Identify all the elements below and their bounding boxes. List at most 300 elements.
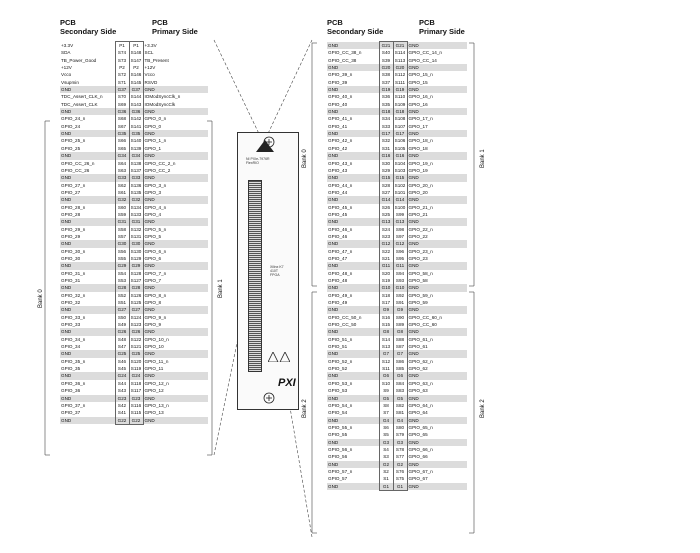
secondary-signal: GPIO_53_n [328,380,353,386]
primary-pin: G31 [129,218,143,225]
pin-row [60,350,208,357]
secondary-signal: GND [60,262,115,269]
primary-signal: GPIO_22 [408,233,428,239]
secondary-pin: G13 [379,218,393,225]
secondary-signal: GPIO_54_n [328,402,353,408]
pin-row [60,409,208,416]
primary-signal: GPIO_4_n [144,204,167,210]
pin-row [327,468,467,475]
screw-icon [263,392,275,404]
primary-signal: GND [407,306,467,313]
right-bank2b-label: Bank 2 [480,399,486,418]
pin-row [60,277,208,284]
primary-pin: S83 [393,387,407,394]
primary-signal: GND [407,350,467,357]
pin-row [327,93,467,100]
primary-pin: S146 [130,72,142,78]
secondary-pin: S14 [379,336,393,343]
secondary-signal: GND [60,328,115,335]
secondary-pin: G36 [115,108,129,115]
primary-signal: GND [407,130,467,137]
secondary-pin: G15 [379,174,393,181]
pin-row [60,57,208,64]
primary-signal: GND [407,64,467,71]
secondary-signal: GPIO_51_n [328,336,353,342]
primary-signal: GPIO_67 [408,476,428,482]
secondary-pin: S8 [379,402,393,409]
right-bank1-label: Bank 1 [480,149,486,168]
secondary-signal: GPIO_35 [61,366,81,372]
secondary-pin: S21 [379,255,393,262]
pin-row [60,93,208,100]
pin-row [60,108,208,115]
pin-row [60,417,208,425]
pin-row [60,299,208,306]
secondary-signal: GPIO_27_n [61,182,86,188]
primary-signal: GPIO_22_n [408,226,433,232]
primary-pin: G10 [393,284,407,291]
primary-signal: GPIO_13_n [144,402,169,408]
pin-row [327,284,467,291]
pin-row [327,306,467,313]
primary-pin: S141 [130,123,142,129]
pin-row [60,167,208,174]
secondary-signal: GPIO_39 [328,79,348,85]
pin-row [327,475,467,482]
primary-signal: GPIO_3_n [144,182,167,188]
secondary-signal: GND [327,284,379,291]
pin-row [327,372,467,379]
primary-pin: S98 [393,226,407,233]
pin-row [327,409,467,416]
primary-pin: G2 [393,461,407,468]
pin-row [327,137,467,144]
secondary-pin: S26 [379,204,393,211]
primary-signal: Vccо [144,72,155,78]
primary-pin: S106 [394,138,406,144]
pin-row [327,439,467,446]
secondary-pin: G16 [379,152,393,159]
pin-row [327,402,467,409]
secondary-pin: S54 [115,270,129,277]
secondary-signal: GND [327,196,379,203]
pin-row [327,299,467,306]
secondary-pin: S55 [115,255,129,262]
primary-pin: G5 [393,395,407,402]
primary-signal: GPIO_61_n [408,336,433,342]
left-bank1-label: Bank 1 [218,279,224,298]
left-header-primary: PCB Primary Side [152,18,198,36]
primary-signal: GND [143,328,208,335]
primary-pin: S96 [393,248,407,255]
primary-pin: P1 [129,42,143,50]
primary-pin: S101 [394,189,406,195]
primary-signal: GPIO_16 [408,101,428,107]
primary-signal: GPIO_23_n [408,248,433,254]
primary-signal: GND [407,417,467,424]
screw-top-icon [263,136,275,148]
secondary-signal: GPIO_43_n [328,160,353,166]
primary-pin: G12 [393,240,407,247]
secondary-pin: S2 [379,468,393,475]
secondary-pin: S71 [115,79,129,86]
pin-row [60,365,208,372]
primary-signal: GND [143,108,208,115]
primary-pin: G6 [393,372,407,379]
pin-row [60,182,208,189]
primary-pin: S78 [393,446,407,453]
primary-signal: GND [407,328,467,335]
primary-signal: GPIO_18 [408,145,428,151]
secondary-signal: GPIO_25 [61,145,81,151]
secondary-signal: GPIO_36 [61,388,81,394]
primary-pin: G24 [129,372,143,379]
primary-signal: GND [407,461,467,468]
primary-pin: S142 [130,116,142,122]
primary-signal: GND [143,395,208,402]
primary-signal: SCL [144,50,154,56]
primary-pin: S140 [130,138,142,144]
secondary-pin: S28 [379,182,393,189]
secondary-pin: S32 [379,137,393,144]
primary-signal: GPIO_CC_14 [408,57,437,63]
secondary-signal: GND [327,461,379,468]
pin-row [327,218,467,225]
primary-signal: GPIO_67_n [408,468,433,474]
primary-pin: S81 [393,409,407,416]
secondary-signal: GPIO_32_n [61,292,86,298]
primary-signal: GPIO_3 [144,189,162,195]
secondary-signal: GPIO_56_n [328,446,353,452]
right-pinout-table [327,41,467,491]
primary-signal: GPIO_7 [144,278,162,283]
secondary-pin: S69 [115,101,129,108]
pin-row [60,218,208,225]
primary-pin: S116 [130,402,142,408]
primary-pin: G23 [129,395,143,402]
primary-pin: S129 [130,255,142,261]
primary-pin: S121 [130,344,142,350]
secondary-signal: GND [60,417,115,425]
primary-signal: GPIO_6 [144,255,162,261]
secondary-signal: GND [60,350,115,357]
secondary-pin: S10 [379,380,393,387]
secondary-signal: GND [60,130,115,137]
secondary-pin: G30 [115,240,129,247]
secondary-pin: S64 [115,160,129,167]
primary-pin: S108 [394,116,406,122]
pin-row [327,446,467,453]
primary-pin: G29 [129,262,143,269]
primary-signal: GND [143,372,208,379]
primary-pin: P2 [129,64,143,71]
secondary-signal: GND [327,328,379,335]
primary-signal: GND [407,439,467,446]
primary-signal: GPIO_13 [144,410,164,416]
secondary-pin: S4 [379,446,393,453]
pin-row [60,115,208,122]
primary-pin: S120 [130,358,142,364]
secondary-pin: S9 [379,387,393,394]
primary-signal: GPIO_15_n [408,72,433,78]
secondary-pin: S73 [115,57,129,64]
primary-pin: G25 [129,350,143,357]
pin-row [60,395,208,402]
secondary-pin: G37 [115,86,129,93]
secondary-signal: GPIO_57 [328,476,348,482]
pin-row [327,240,467,247]
secondary-pin: G11 [379,262,393,269]
pin-row [60,123,208,130]
primary-pin: G34 [129,152,143,159]
secondary-signal: Vccо [61,72,72,78]
primary-signal: GPIO_62_n [408,358,433,364]
secondary-pin: G5 [379,395,393,402]
secondary-signal: GND [327,439,379,446]
secondary-signal: GND [327,262,379,269]
secondary-pin: S66 [115,137,129,144]
module-connector [248,180,262,372]
primary-pin: G28 [129,284,143,291]
secondary-pin: S74 [115,49,129,56]
pin-row [327,248,467,255]
primary-pin: S123 [130,322,142,328]
pin-row [327,130,467,137]
secondary-signal: GND [327,64,379,71]
primary-pin: S143 [130,101,142,107]
secondary-signal: GPIO_34 [61,344,81,350]
secondary-signal: GND [327,350,379,357]
secondary-pin: G23 [115,395,129,402]
pin-row [60,336,208,343]
pin-row [327,314,467,321]
secondary-pin: S70 [115,93,129,100]
primary-pin: S104 [394,160,406,166]
pin-row [327,424,467,431]
secondary-signal: GPIO_37 [61,410,81,416]
primary-signal: GPIO_23 [408,255,428,261]
secondary-signal: GND [327,240,379,247]
primary-pin: S131 [130,233,142,239]
secondary-pin: P2 [115,64,129,71]
primary-signal: GND [407,174,467,181]
pin-row [327,292,467,299]
secondary-signal: GND [327,306,379,313]
secondary-signal: GPIO_42 [328,145,348,151]
pin-row [327,167,467,174]
pin-row [327,262,467,269]
pin-row [327,86,467,93]
secondary-signal: GND [327,130,379,137]
secondary-signal: GPIO_55 [328,432,348,438]
secondary-signal: GPIO_34_n [61,336,86,342]
primary-pin: G27 [129,306,143,313]
secondary-pin: G4 [379,417,393,424]
secondary-pin: S1 [379,475,393,482]
secondary-pin: G33 [115,174,129,181]
secondary-signal: GND [60,306,115,313]
primary-pin: G4 [393,417,407,424]
secondary-pin: S15 [379,321,393,328]
pin-row [327,461,467,468]
primary-signal: GPIO_12 [144,388,164,394]
pin-row [60,328,208,335]
pin-row [60,79,208,86]
secondary-signal: GPIO_40_n [328,94,353,100]
secondary-signal: GPIO_33 [61,322,81,328]
secondary-signal: GPIO_CC_26_n [61,160,95,166]
secondary-signal: GPIO_35_n [61,358,86,364]
secondary-pin: S40 [379,49,393,56]
primary-signal: GND [143,86,208,93]
primary-signal: GPIO_11_n [144,358,169,364]
pin-row [60,226,208,233]
primary-signal: GPIO_62 [408,366,428,372]
pin-row [327,358,467,365]
secondary-signal: GND [327,483,379,491]
primary-signal: GPIO_1 [144,145,162,151]
pin-row [60,174,208,181]
secondary-signal: GPIO_42_n [328,138,353,144]
primary-pin: S132 [130,226,142,232]
pin-row [60,270,208,277]
secondary-pin: S36 [379,93,393,100]
pin-row [60,255,208,262]
secondary-signal: GND [327,86,379,93]
primary-signal: GPIO_CC_60_n [408,314,442,320]
secondary-signal: GND [60,196,115,203]
primary-pin: S130 [130,248,142,254]
primary-pin: S112 [394,72,406,78]
primary-pin: G22 [129,417,143,425]
primary-signal: GPIO_4 [144,211,162,217]
primary-signal: GND [407,395,467,402]
secondary-signal: GPIO_44 [328,189,348,195]
pin-row [60,248,208,255]
pin-row [60,152,208,159]
primary-pin: G3 [393,439,407,446]
primary-signal: GND [143,174,208,181]
primary-pin: S111 [394,79,406,85]
secondary-signal: GPIO_28 [61,211,81,217]
primary-pin: G36 [129,108,143,115]
secondary-pin: S56 [115,248,129,255]
primary-pin: S133 [130,211,142,217]
secondary-pin: S61 [115,189,129,196]
secondary-signal: GND [327,218,379,225]
secondary-pin: S51 [115,299,129,306]
pin-row [60,372,208,379]
primary-pin: S114 [394,50,406,56]
primary-pin: G18 [393,108,407,115]
pin-row [60,240,208,247]
pin-row [327,123,467,130]
secondary-pin: S25 [379,211,393,218]
primary-pin: S93 [393,277,407,284]
primary-pin: S88 [393,336,407,343]
pin-row [327,350,467,357]
pin-row [60,71,208,78]
secondary-pin: G22 [115,417,129,425]
pin-row [327,182,467,189]
secondary-signal: GPIO_53 [328,388,348,394]
primary-signal: GND [407,218,467,225]
primary-signal: GPIO_6_n [144,248,167,254]
secondary-pin: S65 [115,145,129,152]
pin-row [60,211,208,218]
pin-row [327,79,467,86]
primary-pin: S105 [394,145,406,151]
secondary-pin: S20 [379,270,393,277]
primary-pin: S91 [393,299,407,306]
secondary-signal: GND [327,417,379,424]
primary-signal: RSVD [144,79,158,85]
secondary-pin: G8 [379,328,393,335]
primary-signal: GND [143,262,208,269]
secondary-pin: S27 [379,189,393,196]
right-header-secondary: PCB Secondary Side [327,18,384,36]
pin-row [327,57,467,64]
secondary-signal: GND [60,152,115,159]
primary-signal: GPIO_0_n [144,116,167,122]
pin-row [327,453,467,460]
pin-row [327,395,467,402]
primary-pin: G13 [393,218,407,225]
secondary-signal: SDA [61,50,71,56]
primary-pin: S148 [130,50,142,56]
secondary-signal: GPIO_55_n [328,424,353,430]
secondary-signal: GND [327,42,379,50]
primary-pin: S119 [130,366,142,372]
primary-signal: GPIO_CC_2 [144,167,171,173]
secondary-signal: GPIO_52 [328,366,348,372]
flexrio-module [237,132,299,410]
primary-signal: GPIO_20 [408,189,428,195]
primary-signal: GPIO_19 [408,167,428,173]
left-pinout-table [60,41,208,425]
primary-pin: S80 [393,424,407,431]
secondary-pin: S34 [379,115,393,122]
secondary-pin: S17 [379,299,393,306]
secondary-signal: GPIO_49_n [328,292,353,298]
pin-row [60,306,208,313]
secondary-pin: S5 [379,431,393,438]
secondary-signal: TB_Power_Good [61,57,97,63]
secondary-pin: G7 [379,350,393,357]
secondary-signal: GND [327,372,379,379]
secondary-signal: GPIO_48_n [328,270,353,276]
primary-pin: S82 [393,402,407,409]
primary-pin: S95 [393,255,407,262]
primary-signal: GPIO_CC_2_n [144,160,176,166]
primary-pin: S135 [130,189,142,195]
pin-row [327,42,467,50]
secondary-signal: GPIO_CC_50_n [328,314,362,320]
primary-signal: GPIO_65 [408,432,428,438]
pin-row [327,365,467,372]
secondary-pin: S35 [379,101,393,108]
secondary-pin: S22 [379,248,393,255]
primary-signal: GPIO_11 [144,366,164,372]
primary-pin: S79 [393,431,407,438]
primary-pin: G9 [393,306,407,313]
primary-signal: GPIO_17 [408,123,428,129]
secondary-pin: S12 [379,358,393,365]
secondary-pin: G19 [379,86,393,93]
secondary-signal: GPIO_41_n [328,116,353,122]
secondary-pin: G6 [379,372,393,379]
primary-signal: GPIO_16_n [408,94,433,100]
